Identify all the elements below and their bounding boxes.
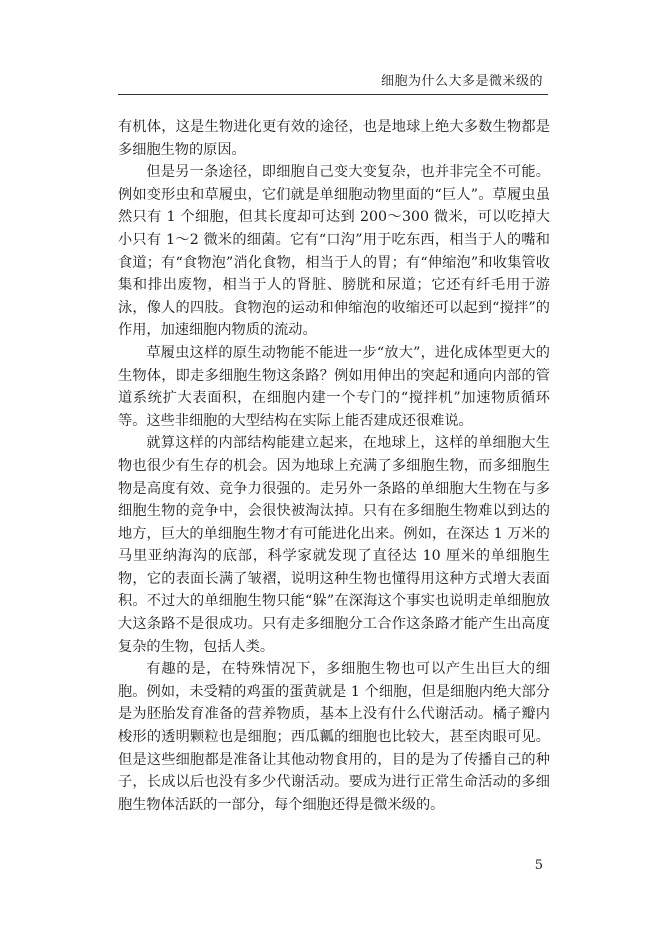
page-number: 5 bbox=[534, 858, 543, 873]
paragraph-2: 但是另一条途径，即细胞自己变大变复杂，也并非完全不可能。例如变形虫和草履虫，它们就是单细胞动物里面的“巨人”。草履虫虽然只有 1 个细胞，但其长度却可达到 200～300 微米，可以吃掉大小只有 1～2 微米的细菌。它有“口沟”用于吃东西，相当于人的嘴和食道；有“食物泡”消化食物，相当于人的胃；有“伸缩泡”和收集管收集和排出废物，相当于人的肾脏、膀胱和尿道；它还有纤毛用于游泳，像人的四肢。食物泡的运动和伸缩泡的收缩还可以起到“搅拌”的作用，加速细胞内物质的流动。 bbox=[118, 164, 550, 339]
running-head-title: 细胞为什么大多是微米级的 bbox=[380, 74, 543, 89]
body-text bbox=[118, 116, 550, 816]
header-rule bbox=[118, 94, 548, 95]
paragraph-3: 草履虫这样的原生动物能不能进一步“放大”，进化成体型更大的生物体，即走多细胞生物这条路？例如用伸出的突起和通向内部的管道系统扩大表面积，在细胞内建一个专门的“搅拌机”加速物质循环等。这些非细胞的大型结构在实际上能否建成还很难说。 bbox=[118, 344, 550, 429]
paragraph-5: 有趣的是，在特殊情况下，多细胞生物也可以产生出巨大的细胞。例如，未受精的鸡蛋的蛋黄就是 1 个细胞，但是细胞内绝大部分是为胚胎发育准备的营养物质，基本上没有什么代谢活动。橘子瓣内梭形的透明颗粒也是细胞；西瓜瓤的细胞也比较大，甚至肉眼可见。但是这些细胞都是准备让其他动物食用的，目的是为了传播自己的种子，长成以后也没有多少代谢活动。要成为进行正常生命活动的多细胞生物体活跃的一部分，每个细胞还得是微米级的。 bbox=[118, 661, 550, 813]
paragraph-1: 有机体，这是生物进化更有效的途径，也是地球上绝大多数生物都是多细胞生物的原因。 bbox=[118, 119, 550, 158]
paragraph-4: 就算这样的内部结构能建立起来，在地球上，这样的单细胞大生物也很少有生存的机会。因为地球上充满了多细胞生物，而多细胞生物是高度有效、竞争力很强的。走另外一条路的单细胞大生物在与多细胞生物的竞争中，会很快被淘汰掉。只有在多细胞生物难以到达的地方，巨大的单细胞生物才有可能进化出来。例如，在深达 1 万米的马里亚纳海沟的底部，科学家就发现了直径达 10 厘米的单细胞生物，它的表面长满了皱褶，说明这种生物也懂得用这种方式增大表面积。不过大的单细胞生物只能“躲”在深海这个事实也说明走单细胞放大这条路不是很成功。只有走多细胞分工合作这条路才能产生出高度复杂的生物，包括人类。 bbox=[118, 435, 550, 655]
